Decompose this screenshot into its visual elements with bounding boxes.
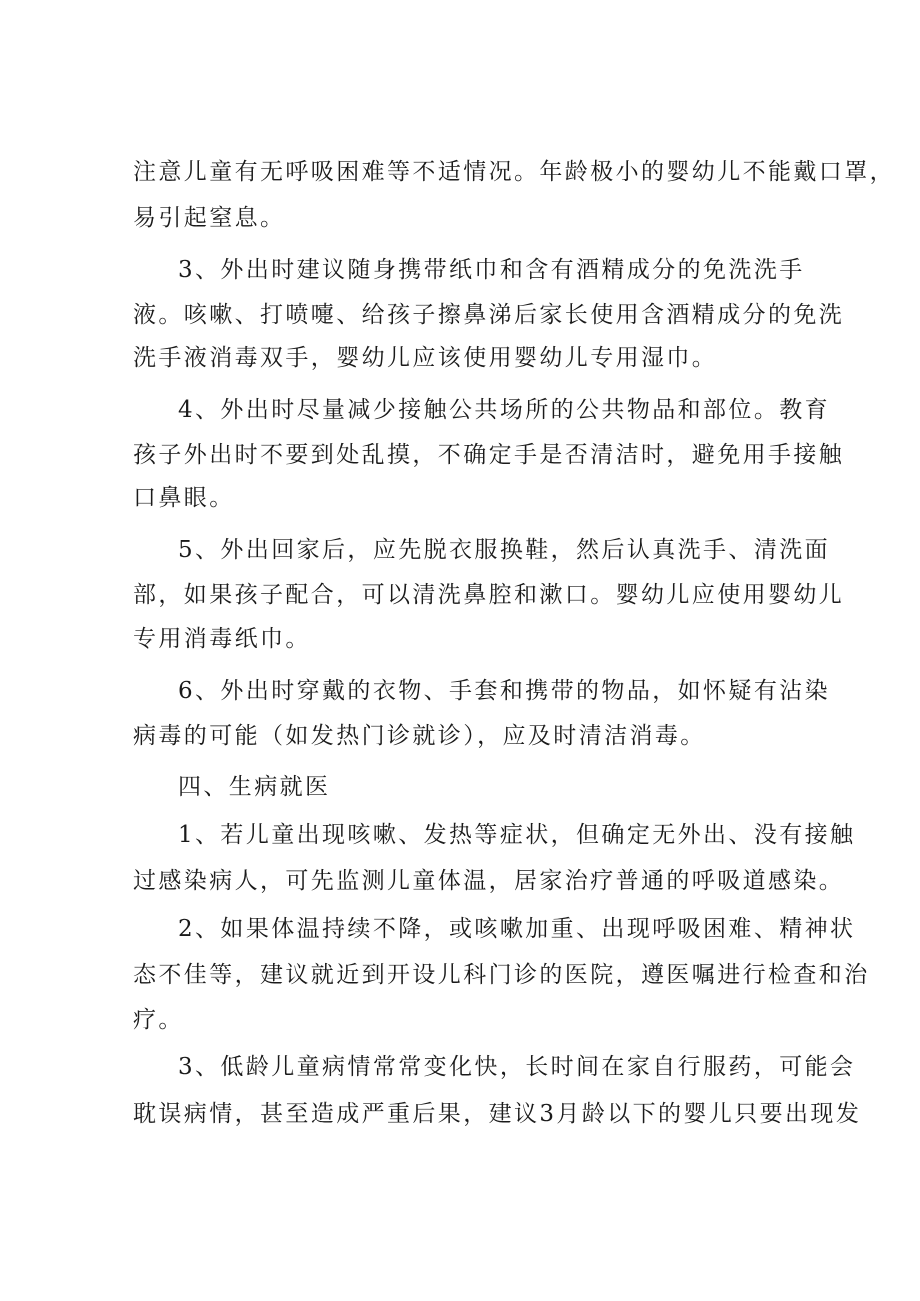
text-line: 4、外出时尽量减少接触公共场所的公共物品和部位。教育 <box>178 397 831 423</box>
text-line: 洗手液消毒双手，婴幼儿应该使用婴幼儿专用湿巾。 <box>133 345 718 371</box>
text-line: 1、若儿童出现咳嗽、发热等症状，但确定无外出、没有接触 <box>178 822 856 848</box>
text-line: 专用消毒纸巾。 <box>133 626 311 652</box>
text-line: 过感染病人，可先监测儿童体温，居家治疗普通的呼吸道感染。 <box>133 868 845 894</box>
text-line: 病毒的可能（如发热门诊就诊），应及时清洁消毒。 <box>133 723 706 749</box>
text-line: 液。咳嗽、打喷嚏、给孩子擦鼻涕后家长使用含酒精成分的免洗 <box>133 302 845 328</box>
text-line: 注意儿童有无呼吸困难等不适情况。年龄极小的婴幼儿不能戴口罩， <box>133 159 895 185</box>
text-line: 口鼻眼。 <box>133 485 235 511</box>
section-heading: 四、生病就医 <box>178 774 331 800</box>
text-line: 孩子外出时不要到处乱摸，不确定手是否清洁时，避免用手接触 <box>133 442 845 468</box>
text-line: 3、外出时建议随身携带纸巾和含有酒精成分的免洗洗手 <box>178 257 805 283</box>
text-line: 6、外出时穿戴的衣物、手套和携带的物品，如怀疑有沾染 <box>178 678 831 704</box>
text-line: 2、如果体温持续不降，或咳嗽加重、出现呼吸困难、精神状 <box>178 916 856 942</box>
text-line: 5、外出回家后，应先脱衣服换鞋，然后认真洗手、清洗面 <box>178 537 831 563</box>
text-line: 部，如果孩子配合，可以清洗鼻腔和漱口。婴幼儿应使用婴幼儿 <box>133 582 845 608</box>
text-line: 疗。 <box>133 1007 184 1033</box>
text-line: 3、低龄儿童病情常常变化快，长时间在家自行服药，可能会 <box>178 1054 856 1080</box>
text-line: 耽误病情，甚至造成严重后果，建议3月龄以下的婴儿只要出现发 <box>133 1101 862 1127</box>
text-line: 态不佳等，建议就近到开设儿科门诊的医院，遵医嘱进行检查和治 <box>133 962 870 988</box>
text-line: 易引起窒息。 <box>133 205 286 231</box>
